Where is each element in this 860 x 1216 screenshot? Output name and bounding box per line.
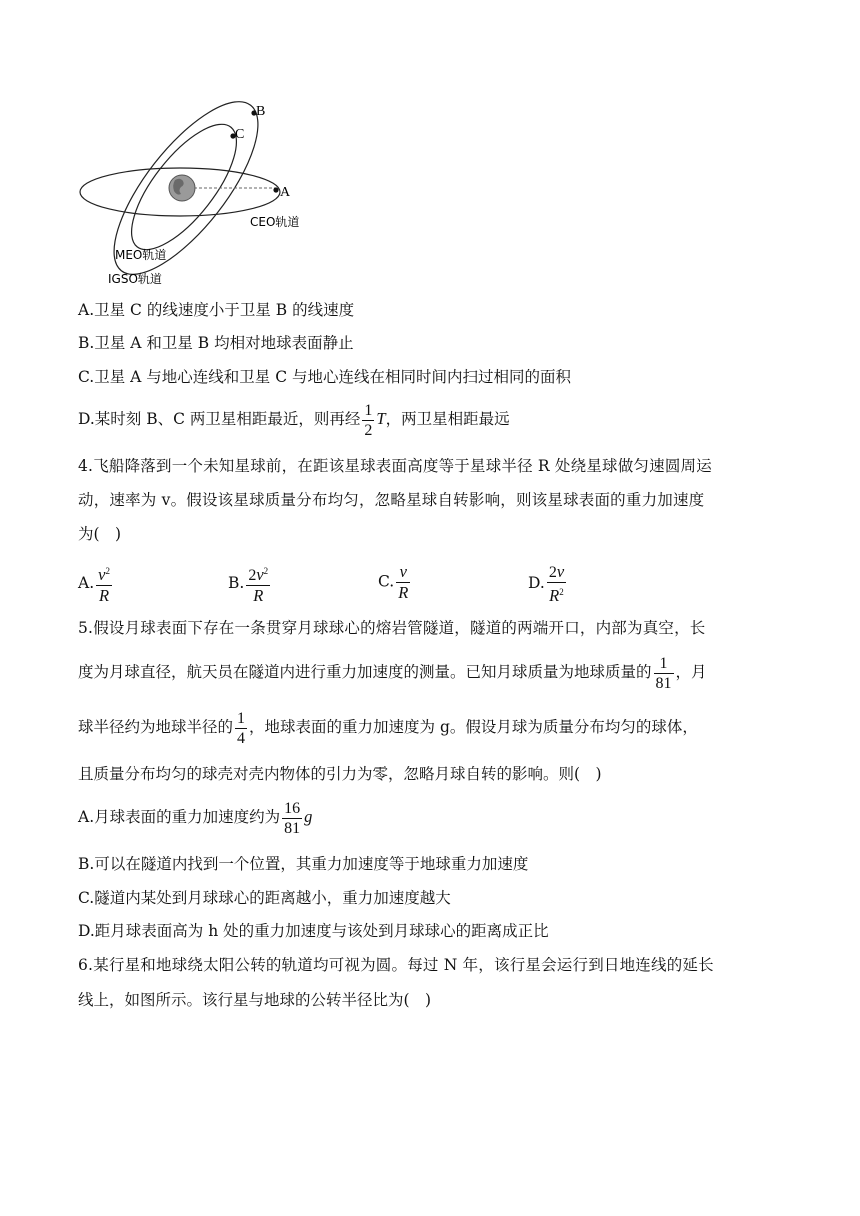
q5-option-d: D.距月球表面高为 h 处的重力加速度与该处到月球球心的距离成正比 [78, 922, 549, 940]
label-igso: IGSO轨道 [108, 272, 162, 286]
q5-a-num: 16 [284, 799, 301, 817]
satellite-a [273, 187, 278, 192]
q3-d-frac-num: 1 [364, 401, 373, 419]
q3-option-d [78, 399, 510, 440]
q5-a-den: 81 [284, 819, 301, 837]
q4-option-c: C. $\frac{v}{R}$ [378, 562, 409, 602]
q3-d-frac-den: 2 [364, 421, 373, 439]
q3-option-b: B.卫星 A 和卫星 B 均相对地球表面静止 [78, 334, 354, 352]
q5-line2-post: ，月 [675, 663, 707, 681]
q5-line-1: 5.假设月球表面下存在一条贯穿月球球心的熔岩管隧道，隧道的两端开口，内部为真空，长 [78, 619, 706, 637]
q3-option-c: C.卫星 A 与地心连线和卫星 C 与地心连线在相同时间内扫过相同的面积 [78, 368, 571, 386]
q4-line-2: 动，速率为 v。假设该星球质量分布均匀，忽略星球自转影响，则该星球表面的重力加速度 [78, 491, 705, 509]
q5-option-b: B.可以在隧道内找到一个位置，其重力加速度等于地球重力加速度 [78, 855, 529, 873]
q5-line3-den: 4 [237, 729, 246, 747]
label-b: B [256, 104, 266, 119]
q3-d-fraction [362, 401, 374, 440]
q3-option-a: A.卫星 C 的线速度小于卫星 B 的线速度 [78, 301, 355, 319]
orbit-diagram [78, 96, 318, 291]
q4-line-3: 为( ) [78, 525, 122, 543]
q4-option-a: A. $\frac{v^2}{R}$ [78, 562, 114, 606]
q5-line-4: 且质量分布均匀的球壳对壳内物体的引力为零，忽略月球自转的影响。则( ) [78, 765, 602, 783]
q5-line2-pre: 度为月球直径，航天员在隧道内进行重力加速度的测量。已知月球质量为地球质量的 [78, 663, 652, 681]
q6-line-2: 线上，如图所示。该行星与地球的公转半径比为( ) [78, 991, 432, 1009]
q5-line-3 [78, 707, 698, 748]
q5-line3-post: ，地球表面的重力加速度为 g。假设月球为质量分布均匀的球体， [249, 718, 698, 736]
label-a: A [280, 185, 291, 200]
q5-a-var: g [304, 807, 313, 826]
q5-line3-num: 1 [237, 709, 246, 727]
q5-line2-num: 1 [654, 654, 674, 674]
q5-line2-den: 81 [655, 674, 672, 692]
q5-line3-pre: 球半径约为地球半径的 [78, 718, 234, 736]
q3-d-pre: D.某时刻 B、C 两卫星相距最近，则再经 [78, 410, 361, 428]
q4-option-d: D. $\frac{2v}{R^2}$ [528, 562, 565, 605]
q4-d-label: D. [528, 574, 545, 592]
label-ceo: CEO轨道 [250, 215, 300, 229]
q5-a-pre: A.月球表面的重力加速度约为 [78, 808, 281, 826]
q6-line-1: 6.某行星和地球绕太阳公转的轨道均可视为圆。每过 N 年，该行星会运行到日地连线的延长 [78, 956, 714, 974]
earth-icon [169, 175, 195, 201]
q4-line-1: 4.飞船降落到一个未知星球前，在距该星球表面高度等于星球半径 R 处绕星球做匀速圆周运 [78, 457, 712, 475]
label-meo: MEO轨道 [115, 248, 167, 262]
q4-b-label: B. [228, 574, 245, 592]
q4-c-label: C. [378, 572, 395, 591]
q3-d-post: ，两卫星相距最远 [385, 410, 510, 428]
q5-line-2 [78, 652, 707, 693]
q4-a-label: A. [78, 574, 95, 592]
q3-d-var: T [376, 409, 386, 428]
q5-option-a [78, 797, 312, 838]
label-c: C [235, 127, 245, 142]
q4-option-b: B. $\frac{2v^2}{R}$ [228, 562, 272, 606]
q5-option-c: C.隧道内某处到月球球心的距离越小，重力加速度越大 [78, 889, 451, 907]
